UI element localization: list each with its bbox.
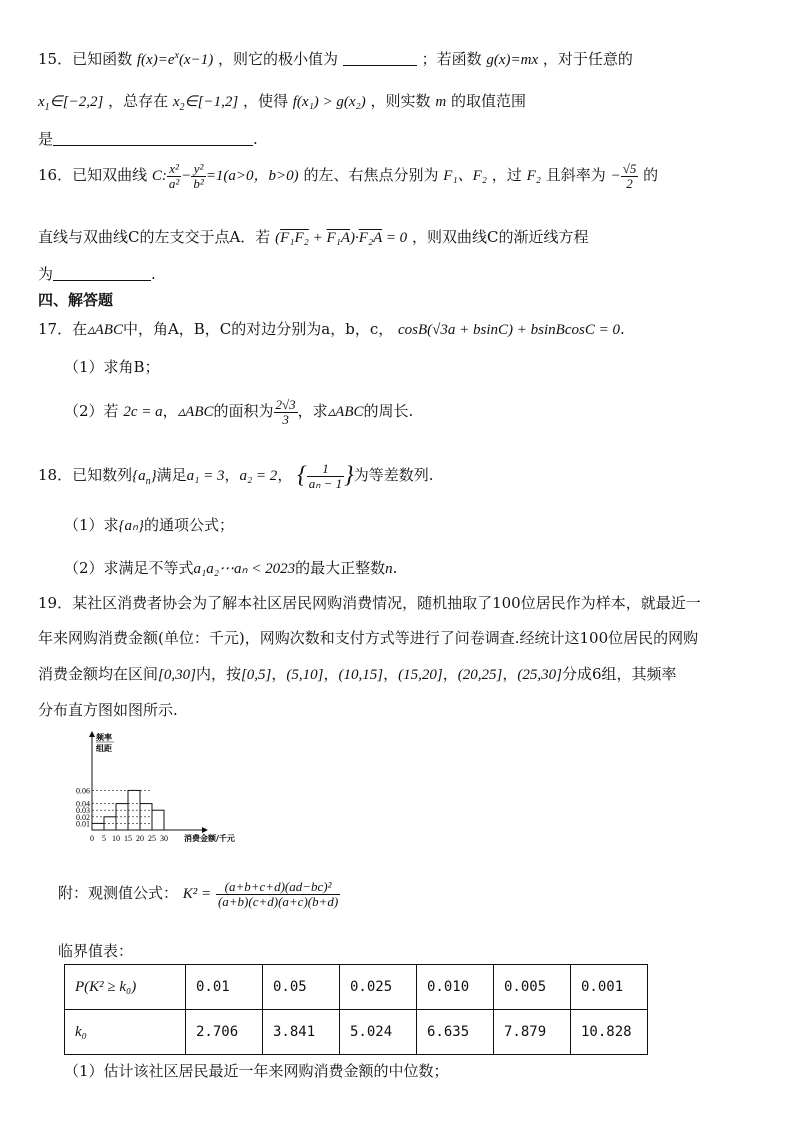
fraction-recip bbox=[307, 462, 344, 490]
subscript: 1 bbox=[44, 102, 50, 113]
answer-blank[interactable] bbox=[53, 145, 253, 146]
numerator: (a+b+c+d)(ad−bc)² bbox=[216, 880, 340, 895]
dot: )· bbox=[350, 230, 359, 246]
numerator: x² bbox=[167, 162, 181, 177]
q19-line1: 19．某社区消费者协会为了解本社区居民网购消费情况，随机抽取了100位居民作为样本，就最近一 bbox=[38, 594, 701, 612]
y-tick-label: 0.01 bbox=[76, 819, 90, 829]
fraction-slope bbox=[621, 162, 639, 190]
var-m: m bbox=[435, 94, 447, 110]
table-cell: 2.706 bbox=[186, 1010, 263, 1055]
q16-line2 bbox=[38, 226, 764, 247]
var-x2: x bbox=[172, 94, 180, 110]
sequence: {aₙ} bbox=[118, 518, 145, 534]
plus: + bbox=[308, 230, 327, 246]
table-header-cell: k₀ bbox=[65, 1010, 186, 1055]
q18-line1 bbox=[38, 462, 764, 490]
fraction-y bbox=[191, 162, 205, 190]
interval: ∈[−1,2] bbox=[184, 94, 239, 110]
q17-text: ，求 bbox=[297, 402, 328, 421]
interval: ∈[−2,2] bbox=[49, 94, 104, 110]
x-tick-label: 0 bbox=[90, 834, 94, 843]
q19-text: ， bbox=[323, 665, 339, 683]
table-row bbox=[65, 1010, 648, 1055]
q17-text: 中，角A，B，C的对边分别为a，b，c， bbox=[122, 320, 394, 338]
q17-part2 bbox=[64, 398, 764, 426]
minus: − bbox=[610, 168, 621, 185]
denominator: 2 bbox=[626, 175, 633, 191]
q16-text: . bbox=[151, 265, 156, 283]
q19-text: ， bbox=[271, 665, 287, 683]
q17-text: 的周长. bbox=[363, 402, 414, 421]
k2-symbol: K² = bbox=[182, 886, 212, 903]
q19-text: 分成6组，其频率 bbox=[561, 665, 677, 683]
table-cell: 0.001 bbox=[571, 965, 648, 1010]
q17-text: （2）若 bbox=[64, 402, 119, 421]
x-tick-label: 30 bbox=[160, 834, 168, 843]
x-tick-label: 15 bbox=[124, 834, 132, 843]
denominator: (a+b)(c+d)(a+c)(b+d) bbox=[217, 893, 339, 909]
y-axis-arrow bbox=[89, 731, 95, 737]
q15-text: . bbox=[253, 130, 258, 148]
y-tick-label: 0.03 bbox=[76, 806, 90, 816]
q15-text: ，则它的极小值为 bbox=[218, 50, 339, 68]
q19-line3 bbox=[38, 663, 764, 684]
q16-text: ，则双曲线C的渐近线方程 bbox=[411, 228, 589, 246]
condition: 2c = a bbox=[123, 404, 163, 421]
vector-f1f2: F₁F₂ bbox=[280, 230, 309, 246]
critical-value-table bbox=[64, 964, 648, 1055]
q15-line1 bbox=[38, 48, 764, 69]
x-tick-label: 5 bbox=[102, 834, 106, 843]
table-cell: 0.025 bbox=[340, 965, 417, 1010]
y-tick-label: 0.04 bbox=[76, 799, 90, 809]
q16-text: 直线与双曲线C的左支交于点A．若 bbox=[38, 228, 271, 246]
equals-zero: = 0 bbox=[382, 230, 408, 246]
x-tick-label: 20 bbox=[136, 834, 144, 843]
q16-line3 bbox=[38, 263, 764, 284]
q18-text: 的最大正整数 bbox=[295, 559, 386, 577]
interval: [0,30] bbox=[158, 667, 196, 683]
q15-text: ，总存在 bbox=[108, 92, 169, 110]
frequency-histogram bbox=[76, 730, 280, 862]
critical-title: 临界值表： bbox=[58, 942, 134, 960]
vector-f2a: F₂A bbox=[358, 230, 383, 246]
x-axis-arrow bbox=[202, 827, 208, 833]
q15-text: ，使得 bbox=[242, 92, 288, 110]
q18-text: 满足 bbox=[156, 466, 187, 485]
q16-text: ，过 bbox=[491, 166, 522, 185]
table-cell: 0.01 bbox=[186, 965, 263, 1010]
q15-line3 bbox=[38, 128, 764, 149]
section-heading: 四、解答题 bbox=[38, 291, 114, 309]
q15-text: ，对于任意的 bbox=[542, 50, 633, 68]
q15-exp: x bbox=[174, 50, 179, 61]
q17-text: 17．在 bbox=[38, 320, 88, 338]
q18-text: （2）求满足不等式 bbox=[64, 559, 194, 577]
q16-text: 的 bbox=[643, 166, 659, 185]
q19-line2: 年来网购消费金额(单位：千元)，网购次数和支付方式等进行了问卷调查.经统计这100位居民的网购 bbox=[38, 629, 699, 647]
q18-text: ， bbox=[224, 466, 240, 485]
q18-text: 18．已知数列 bbox=[38, 466, 133, 485]
y-tick-label: 0.06 bbox=[76, 786, 90, 796]
q15-line2 bbox=[38, 90, 764, 113]
q15-text: ；若函数 bbox=[421, 50, 482, 68]
q19-text: 内，按 bbox=[195, 665, 241, 683]
inequality: f(x₁) > g(x₂) bbox=[292, 94, 366, 110]
var-n: n bbox=[385, 561, 393, 577]
numerator: 1 bbox=[307, 462, 344, 477]
q15-text: ，则实数 bbox=[370, 92, 431, 110]
formula-line bbox=[58, 880, 764, 908]
q19-text: ， bbox=[383, 665, 399, 683]
triangle-abc: ▵ABC bbox=[177, 404, 214, 421]
q17-part1: （1）求角B； bbox=[64, 358, 160, 376]
numerator: 2√3 bbox=[275, 397, 296, 412]
q19-text: ， bbox=[442, 665, 458, 683]
x-tick-label: 10 bbox=[112, 834, 120, 843]
q16-text: 16．已知双曲线 bbox=[38, 166, 148, 185]
triangle-abc: ▵ABC bbox=[327, 404, 364, 421]
brace-open: { bbox=[297, 462, 307, 489]
q16-text: 且斜率为 bbox=[545, 166, 606, 185]
table-cell: 5.024 bbox=[340, 1010, 417, 1055]
x-tick-label: 25 bbox=[148, 834, 156, 843]
interval: [0,5] bbox=[240, 667, 272, 683]
q15-func-g: g(x)=mx bbox=[486, 52, 539, 68]
triangle-abc: ▵ABC bbox=[87, 322, 123, 338]
q17-text: ， bbox=[162, 402, 178, 421]
fraction-area bbox=[274, 398, 298, 426]
q17-text: 的面积为 bbox=[213, 402, 274, 421]
q19-text: 消费金额均在区间 bbox=[38, 665, 159, 683]
denominator: aₙ − 1 bbox=[308, 475, 343, 491]
y-tick-label: 0.02 bbox=[76, 812, 90, 822]
minus: − bbox=[181, 168, 192, 185]
table-cell: 6.635 bbox=[417, 1010, 494, 1055]
subscript: n bbox=[145, 476, 151, 488]
interval: (25,30] bbox=[517, 667, 562, 683]
q19-line4: 分布直方图如图所示. bbox=[38, 701, 178, 719]
q19-text: ， bbox=[502, 665, 518, 683]
fraction-x bbox=[167, 162, 181, 190]
sequence: } bbox=[150, 468, 157, 485]
vector-f1a: F₁A bbox=[326, 230, 351, 246]
interval: (20,25] bbox=[457, 667, 503, 683]
sequence: {a bbox=[132, 468, 146, 485]
q16-text: 的左、右焦点分别为 bbox=[303, 166, 439, 185]
y-axis-label-bottom: 组距 bbox=[96, 744, 112, 753]
denominator: b² bbox=[193, 175, 204, 191]
a1: a₁ = 3 bbox=[186, 468, 225, 485]
table-cell: 7.879 bbox=[494, 1010, 571, 1055]
table-cell: 0.010 bbox=[417, 965, 494, 1010]
foci: F₁、F₂ bbox=[443, 168, 488, 185]
answer-blank[interactable] bbox=[53, 280, 151, 281]
q15-func-f: f(x)=e bbox=[136, 52, 175, 68]
table-cell: 10.828 bbox=[571, 1010, 648, 1055]
q18-text: . bbox=[392, 559, 398, 577]
q19-subq1: （1）估计该社区居民最近一年来网购消费金额的中位数； bbox=[64, 1062, 449, 1080]
q16-line1 bbox=[38, 162, 764, 190]
denominator: 3 bbox=[282, 411, 289, 427]
product-ineq: a₁a₂⋯aₙ < 2023 bbox=[193, 561, 296, 577]
numerator: √5 bbox=[622, 161, 637, 176]
q15-text: 15．已知函数 bbox=[38, 50, 133, 68]
y-axis-label-top: 频率 bbox=[96, 733, 112, 742]
numerator: y² bbox=[191, 162, 205, 177]
q18-part2 bbox=[64, 557, 764, 578]
q17-equation: cosB(√3a + bsinC) + bsinBcosC = 0 bbox=[398, 322, 620, 338]
q15-text: 的取值范围 bbox=[450, 92, 526, 110]
table-cell: 3.841 bbox=[263, 1010, 340, 1055]
q18-part1 bbox=[64, 514, 764, 535]
q17-line1 bbox=[38, 318, 764, 339]
denominator: a² bbox=[168, 175, 180, 191]
paren: ( bbox=[275, 230, 281, 246]
formula-label: 附：观测值公式： bbox=[58, 884, 179, 903]
table-row bbox=[65, 965, 648, 1010]
table-cell: 0.05 bbox=[263, 965, 340, 1010]
q15-text: 是 bbox=[38, 130, 54, 148]
table-header-cell: P(K² ≥ k₀) bbox=[65, 965, 186, 1010]
hyperbola-name: C: bbox=[151, 168, 167, 185]
subscript: 2 bbox=[179, 102, 185, 113]
var-x1: x bbox=[38, 94, 45, 110]
histogram-bar bbox=[152, 810, 164, 830]
condition: =1(a>0，b>0) bbox=[205, 168, 299, 185]
q18-text: 为等差数列. bbox=[353, 466, 434, 485]
k2-fraction bbox=[216, 880, 340, 908]
interval: (15,20] bbox=[398, 667, 443, 683]
a2: a₂ = 2 bbox=[239, 468, 278, 485]
interval: (10,15] bbox=[338, 667, 384, 683]
table-cell: 0.005 bbox=[494, 965, 571, 1010]
interval: (5,10] bbox=[286, 667, 324, 683]
brace-close: } bbox=[344, 462, 354, 489]
q18-text: ， bbox=[277, 466, 293, 485]
x-axis-label: 消费金额/千元 bbox=[184, 834, 235, 843]
answer-blank[interactable] bbox=[343, 65, 417, 66]
focus-f2: F₂ bbox=[526, 168, 541, 185]
q18-text: 的通项公式； bbox=[144, 516, 235, 534]
q16-text: 为 bbox=[38, 265, 54, 283]
q17-text: . bbox=[619, 320, 625, 338]
q15-func-f-tail: (x−1) bbox=[178, 52, 214, 68]
histogram-bar bbox=[92, 823, 104, 830]
q18-text: （1）求 bbox=[64, 516, 119, 534]
